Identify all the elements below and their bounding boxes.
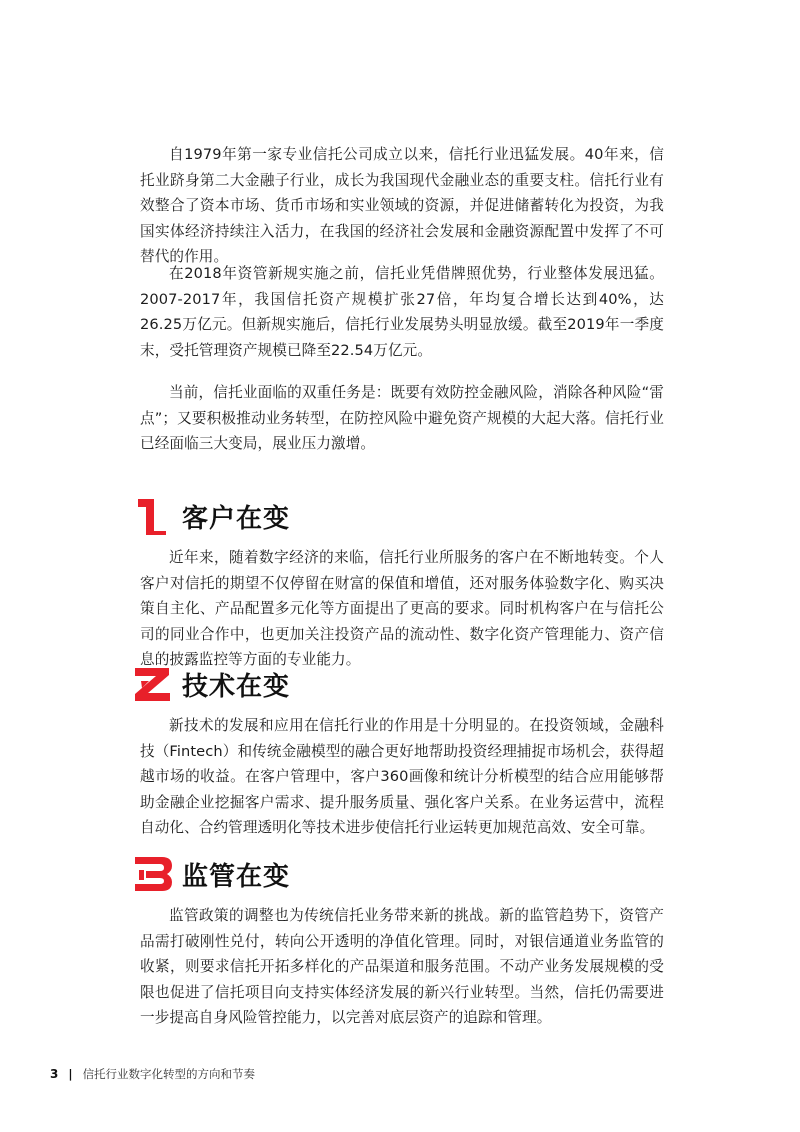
numeral-two-icon [132,663,174,705]
section-title-3: 监管在变 [182,861,291,892]
numeral-three-icon [132,853,174,895]
section-heading-3 [132,852,290,896]
intro-paragraph-2: 在2018年资管新规实施之前，信托业凭借牌照优势，行业整体发展迅猛。2007-2017年，我国信托资产规模扩张27倍，年均复合增长达到40%，达26.25万亿元。但新规实施后，信托行业发展势头明显放缓。截至2019年一季度末，受托管理资产规模已降至22.54万亿元。 [140,265,664,359]
section-heading-2 [132,662,290,706]
section-title-2: 技术在变 [182,671,291,702]
section-body-2: 新技术的发展和应用在信托行业的作用是十分明显的。在投资领域，金融科技（Fintech）和传统金融模型的融合更好地帮助投资经理捕捉市场机会，获得超越市场的收益。在客户管理中，客户360画像和统计分析模型的结合应用能够帮助金融企业挖掘客户需求、提升服务质量、强化客户关系。在业务运营中，流程自动化、合约管理透明化等技术进步使信托行业运转更加规范高效、安全可靠。 [140,717,664,836]
intro-paragraph-3: 当前，信托业面临的双重任务是：既要有效防控金融风险，消除各种风险“雷点”；又要积极推动业务转型，在防控风险中避免资产规模的大起大落。信托行业已经面临三大变局，展业压力激增。 [140,384,664,452]
section-title-1: 客户在变 [182,503,291,534]
footer-separator: | [68,1067,73,1081]
footer-document-title: 信托行业数字化转型的方向和节奏 [82,1067,256,1081]
numeral-one-icon [132,495,174,537]
page-number: 3 [50,1067,59,1081]
intro-paragraph-1: 自1979年第一家专业信托公司成立以来，信托行业迅猛发展。40年来，信托业跻身第二大金融子行业，成长为我国现代金融业态的重要支柱。信托行业有效整合了资本市场、货币市场和实业领域的资源，并促进储蓄转化为投资，为我国实体经济持续注入活力，在我国的经济社会发展和金融资源配置中发挥了不可替代的作用。 [140,146,664,265]
page-footer [50,1066,255,1082]
section-body-3: 监管政策的调整也为传统信托业务带来新的挑战。新的监管趋势下，资管产品需打破刚性兑付，转向公开透明的净值化管理。同时，对银信通道业务监管的收紧，则要求信托开拓多样化的产品渠道和服务范围。不动产业务发展规模的受限也促进了信托项目向支持实体经济发展的新兴行业转型。当然，信托仍需要进一步提高自身风险管控能力，以完善对底层资产的追踪和管理。 [140,907,664,1026]
section-body-1: 近年来，随着数字经济的来临，信托行业所服务的客户在不断地转变。个人客户对信托的期望不仅停留在财富的保值和增值，还对服务体验数字化、购买决策自主化、产品配置多元化等方面提出了更高的要求。同时机构客户在与信托公司的同业合作中，也更加关注投资产品的流动性、数字化资产管理能力、资产信息的披露监控等方面的专业能力。 [140,549,664,668]
section-heading-1 [132,494,290,538]
